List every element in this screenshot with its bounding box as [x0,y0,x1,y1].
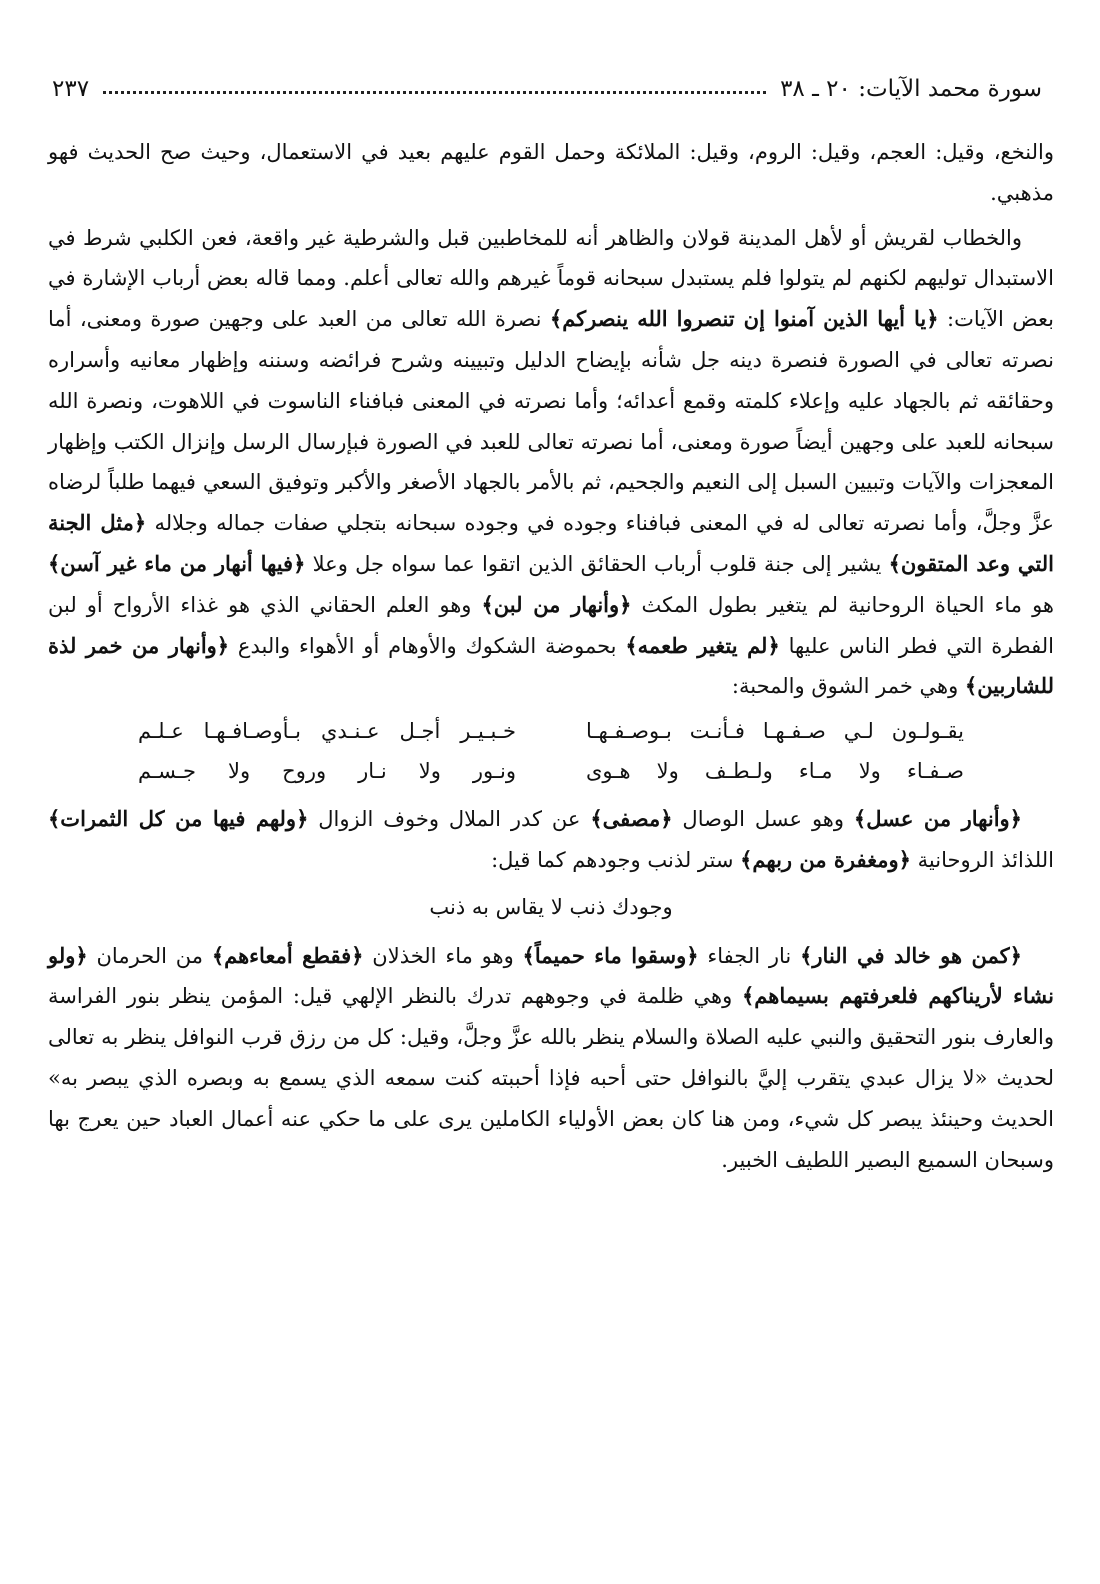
paragraph-1: والنخع، وقيل: العجم، وقيل: الروم، وقيل: الملائكة وحمل القوم عليهم بعيد في الاستعمال، وحيث صح الحديث فهو مذهبي. [48,140,1054,205]
poem-verse-1-second-hemistich: خـبـيـر أجـل عـنـدي بـأوصـافـهـا عـلـم [138,719,516,744]
quran-quote: ﴿وأنهار من خمر لذة للشاربين﴾ [48,632,1054,699]
quran-quote: ﴿فيها أنهار من ماء غير آسن﴾ [48,550,306,576]
quran-quote: ﴿وأنهار من عسل﴾ [853,806,1022,832]
quran-quote: ﴿مصفى﴾ [590,806,673,832]
paragraph-2: والخطاب لقريش أو لأهل المدينة قولان والظاهر أنه للمخاطبين قبل والشرطية غير واقعة، فعن الكلبي شرط في الاستبدال توليهم لكنهم لم يتولوا فلم يستبدل سبحانه قوماً غيرهم والله تعالى أعلم. ومما قاله بعض أرباب الإشارة في بعض الآيات: ﴿يا أيها الذين آمنوا إن تنصروا الله ينصركم﴾ نصرة الله تعالى من العبد على وجهين صورة ومعنى، أما نصرته تعالى في الصورة فنصرة دينه جل شأنه بإيضاح الدليل وتبيينه وشرح فرائضه وسننه وإظهار معانيه وأسراره وحقائقه ثم بالجهاد عليه وإعلاء كلمته وقمع أعدائه؛ وأما نصرته في المعنى فبافناء الناسوت في اللاهوت، ونصرة الله سبحانه للعبد على وجهين أيضاً صورة ومعنى، أما نصرته تعالى للعبد في الصورة فبإرسال الرسل وإنزال الكتب وإظهار المعجزات والآيات وتبيين السبل إلى النعيم والجحيم، ثم بالأمر بالجهاد الأصغر والأكبر وتوفيق السعي فيهما طلباً لرضاه عزَّ وجلَّ، وأما نصرته تعالى له في المعنى فبافناء وجوده في وجوده سبحانه بتجلي صفات جماله وجلاله ﴿مثل الجنة التي وعد المتقون﴾ يشير إلى جنة قلوب أرباب الحقائق الذين اتقوا عما سواه جل وعلا ﴿فيها أنهار من ماء غير آسن﴾ هو ماء الحياة الروحانية لم يتغير بطول المكث ﴿وأنهار من لبن﴾ وهو العلم الحقاني الذي هو غذاء الأرواح أو لبن الفطرة التي فطر الناس عليها ﴿لم يتغير طعمه﴾ بحموضة الشكوك والأوهام أو الأهواء والبدع ﴿وأنهار من خمر لذة للشاربين﴾ وهي خمر الشوق والمحبة: [48,225,1054,699]
poem-verse-2-second-hemistich: ونـور ولا نـار وروح ولا جـسـم [138,759,516,784]
paragraph-3: ﴿وأنهار من عسل﴾ وهو عسل الوصال ﴿مصفى﴾ عن كدر الملال وخوف الزوال ﴿ولهم فيها من كل الثمرات﴾ اللذائذ الروحانية ﴿ومغفرة من ربهم﴾ ستر لذنب وجودهم كما قيل: [48,806,1054,872]
poem-block [48,707,1054,799]
page-body [48,132,1054,1180]
dotted-leader [103,91,766,94]
page-number: ٢٣٧ [52,76,90,102]
quran-quote: ﴿ومغفرة من ربهم﴾ [740,846,911,872]
single-verse: وجودك ذنب لا يقاس به ذنب [429,894,673,919]
quran-quote: ﴿يا أيها الذين آمنوا إن تنصروا الله ينصركم﴾ [549,306,939,332]
paragraph-4: ﴿كمن هو خالد في النار﴾ نار الجفاء ﴿وسقوا ماء حميماً﴾ وهو ماء الخذلان ﴿فقطع أمعاءهم﴾ من الحرمان ﴿ولو نشاء لأريناكهم فلعرفتهم بسيماهم﴾ وهي ظلمة في وجوههم تدرك بالنظر الإلهي قيل: المؤمن ينظر بنور الفراسة والعارف بنور التحقيق والنبي عليه الصلاة والسلام ينظر بالله عزَّ وجلَّ، وقيل: كل من رزق قرب النوافل ينظر به تعالى لحديث «لا يزال عبدي يتقرب إليَّ بالنوافل حتى أحبه فإذا أحببته كنت سمعه الذي يسمع به وبصره الذي يبصر به» الحديث وحينئذ يبصر كل شيء، ومن هنا كان بعض الأولياء الكاملين يرى على ما حكي عنه أعمال العباد حين يعرج بها وسبحان السميع البصير اللطيف الخبير. [48,942,1054,1172]
quran-quote: ﴿كمن هو خالد في النار﴾ [800,942,1022,968]
running-header [52,62,1042,102]
quran-quote: ﴿مثل الجنة التي وعد المتقون﴾ [48,510,1054,576]
quran-quote: ﴿لم يتغير طعمه﴾ [625,632,780,658]
quran-quote: ﴿وأنهار من لبن﴾ [481,591,632,617]
quran-quote: ﴿فقطع أمعاءهم﴾ [211,942,364,968]
quran-quote: ﴿ولو نشاء لأريناكهم فلعرفتهم بسيماهم﴾ [48,942,1054,1009]
quran-quote: ﴿ولهم فيها من كل الثمرات﴾ [48,806,309,832]
quran-quote: ﴿وسقوا ماء حميماً﴾ [522,942,699,968]
poem-verse-1-first-hemistich: يقـولـون لـي صـفـهـا فـأنـت بـوصـفـهـا [586,719,964,744]
surah-title: سورة محمد الآيات: ٢٠ ـ ٣٨ [780,76,1042,102]
poem-verse-2-first-hemistich: صـفـاء ولا مـاء ولـطـف ولا هـوى [586,759,964,784]
